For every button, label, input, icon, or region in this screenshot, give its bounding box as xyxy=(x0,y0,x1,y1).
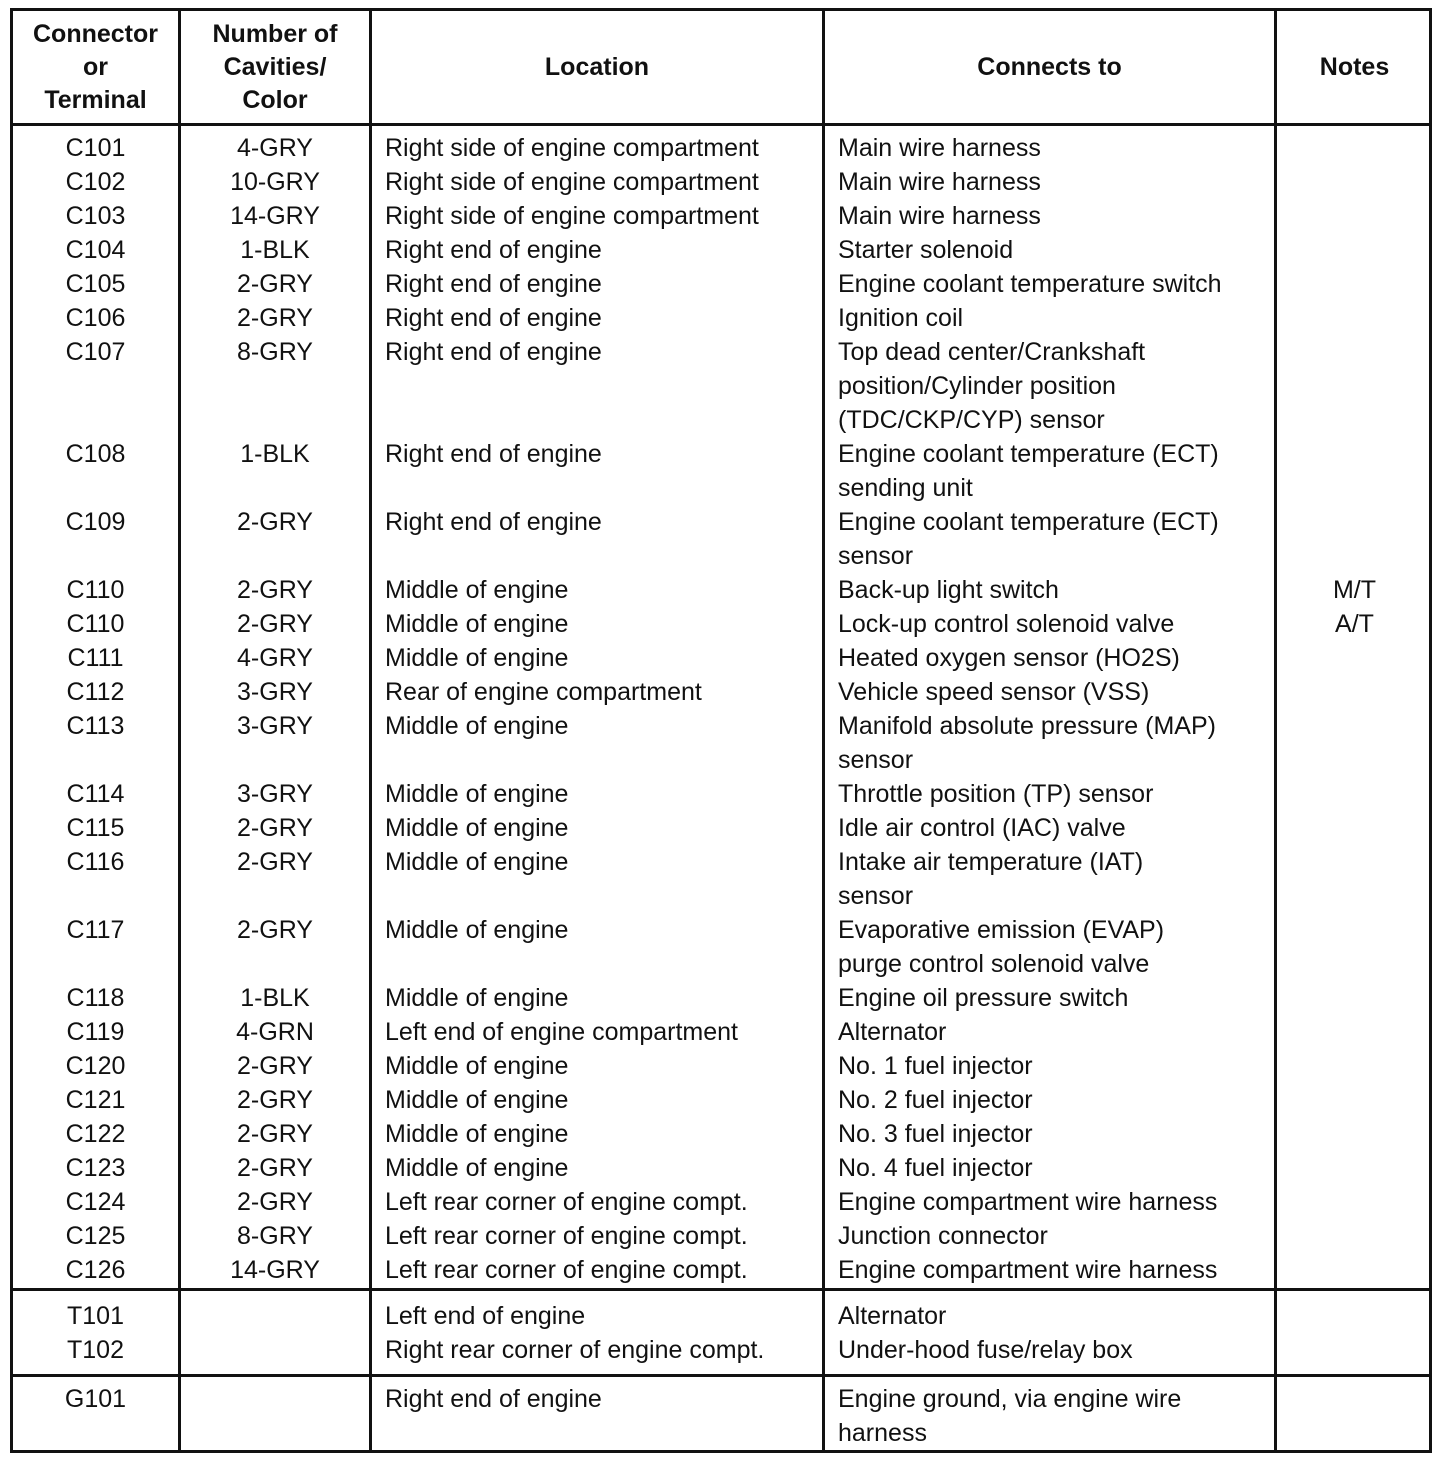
cavities-cell: 2-GRY xyxy=(237,1188,313,1216)
connector-cell: C104 xyxy=(65,236,126,264)
connector-cell: C110 xyxy=(66,610,125,638)
location-cell: Right end of engine xyxy=(385,304,602,332)
cavities-cell: 1-BLK xyxy=(240,236,310,264)
cavities-cell: 2-GRY xyxy=(237,848,313,876)
group-divider xyxy=(13,1374,1429,1377)
connector-cell: C117 xyxy=(66,916,125,944)
location-cell: Right end of engine xyxy=(385,270,602,298)
table-row xyxy=(13,1015,1429,1049)
location-cell: Middle of engine xyxy=(385,610,569,638)
connector-cell: C113 xyxy=(66,712,125,740)
location-cell: Middle of engine xyxy=(385,1052,569,1080)
location-cell: Left rear corner of engine compt. xyxy=(385,1256,748,1284)
connector-cell: C103 xyxy=(65,202,126,230)
location-cell: Middle of engine xyxy=(385,1120,569,1148)
cavities-cell: 4-GRN xyxy=(236,1018,314,1046)
cavities-cell: 10-GRY xyxy=(230,168,320,196)
connects-to-cell: Heated oxygen sensor (HO2S) xyxy=(838,644,1180,672)
cavities-cell: 2-GRY xyxy=(237,508,313,536)
location-cell: Right side of engine compartment xyxy=(385,168,759,196)
connector-cell: C111 xyxy=(67,644,124,672)
cavities-cell: 14-GRY xyxy=(230,202,320,230)
connector-table xyxy=(10,8,1432,1453)
cavities-cell: 3-GRY xyxy=(237,678,313,706)
location-cell: Rear of engine compartment xyxy=(385,678,702,706)
connects-to-cell: Evaporative emission (EVAP) purge control solenoid valve xyxy=(838,916,1165,978)
connects-to-cell: Main wire harness xyxy=(838,134,1041,162)
cavities-cell: 3-GRY xyxy=(237,780,313,808)
cavities-cell: 2-GRY xyxy=(237,1052,313,1080)
location-cell: Middle of engine xyxy=(385,576,569,604)
cavities-cell: 2-GRY xyxy=(237,1120,313,1148)
connects-to-cell: Under-hood fuse/relay box xyxy=(838,1336,1133,1364)
cavities-cell: 2-GRY xyxy=(237,270,313,298)
location-cell: Right end of engine xyxy=(385,508,602,536)
cavities-cell: 2-GRY xyxy=(237,1086,313,1114)
header-location: Location xyxy=(544,52,650,81)
location-cell: Middle of engine xyxy=(385,712,569,740)
cavities-cell: 2-GRY xyxy=(237,1154,313,1182)
connects-to-cell: No. 2 fuel injector xyxy=(838,1086,1033,1114)
table-row xyxy=(13,1219,1429,1253)
table-row xyxy=(13,233,1429,267)
table-row xyxy=(13,1333,1429,1367)
connector-cell: C121 xyxy=(65,1086,126,1114)
connector-cell: C108 xyxy=(65,440,126,468)
table-row xyxy=(13,199,1429,233)
location-cell: Left rear corner of engine compt. xyxy=(385,1188,748,1216)
table-row xyxy=(13,845,1429,913)
table-row xyxy=(13,1299,1429,1333)
location-cell: Left end of engine xyxy=(385,1302,586,1330)
group-divider xyxy=(13,1288,1429,1291)
location-cell: Middle of engine xyxy=(385,916,569,944)
connector-cell: C119 xyxy=(66,1018,125,1046)
connects-to-cell: Throttle position (TP) sensor xyxy=(838,780,1154,808)
connector-cell: C107 xyxy=(65,338,126,366)
connector-cell: C114 xyxy=(66,780,125,808)
table-row xyxy=(13,607,1429,641)
cavities-cell: 3-GRY xyxy=(237,712,313,740)
cavities-cell: 1-BLK xyxy=(240,984,310,1012)
connects-to-cell: No. 4 fuel injector xyxy=(838,1154,1033,1182)
location-cell: Right end of engine xyxy=(385,236,602,264)
connects-to-cell: Engine coolant temperature switch xyxy=(838,270,1222,298)
table-row xyxy=(13,165,1429,199)
connects-to-cell: Top dead center/Crankshaft position/Cylinder position (TDC/CKP/CYP) sensor xyxy=(838,338,1146,434)
connector-cell: C106 xyxy=(65,304,126,332)
table-row xyxy=(13,437,1429,505)
table-row xyxy=(13,641,1429,675)
table-row xyxy=(13,811,1429,845)
cavities-cell: 8-GRY xyxy=(237,1222,313,1250)
table-row xyxy=(13,1083,1429,1117)
table-row xyxy=(13,505,1429,573)
table-row xyxy=(13,1151,1429,1185)
connector-group xyxy=(13,131,1429,1287)
connects-to-cell: Ignition coil xyxy=(838,304,964,332)
cavities-cell: 8-GRY xyxy=(237,338,313,366)
connects-to-cell: Engine oil pressure switch xyxy=(838,984,1129,1012)
connector-cell: C110 xyxy=(66,576,125,604)
cavities-cell: 2-GRY xyxy=(237,814,313,842)
table-row xyxy=(13,675,1429,709)
location-cell: Middle of engine xyxy=(385,814,569,842)
header-cavities: Number of Cavities/ Color xyxy=(212,19,338,114)
location-cell: Left end of engine compartment xyxy=(385,1018,739,1046)
connects-to-cell: Vehicle speed sensor (VSS) xyxy=(838,678,1150,706)
connector-cell: G101 xyxy=(64,1385,127,1413)
location-cell: Middle of engine xyxy=(385,1154,569,1182)
location-cell: Left rear corner of engine compt. xyxy=(385,1222,748,1250)
connects-to-cell: No. 1 fuel injector xyxy=(838,1052,1033,1080)
location-cell: Right end of engine xyxy=(385,1385,602,1413)
table-row xyxy=(13,777,1429,811)
connects-to-cell: Engine ground, via engine wire harness xyxy=(838,1385,1182,1447)
cavities-cell: 1-BLK xyxy=(240,440,310,468)
connects-to-cell: Engine compartment wire harness xyxy=(838,1256,1218,1284)
table-row xyxy=(13,709,1429,777)
header-notes: Notes xyxy=(1319,52,1390,81)
ground-group xyxy=(13,1382,1429,1450)
connects-to-cell: Alternator xyxy=(838,1302,947,1330)
location-cell: Middle of engine xyxy=(385,848,569,876)
location-cell: Middle of engine xyxy=(385,1086,569,1114)
cavities-cell: 14-GRY xyxy=(230,1256,320,1284)
connects-to-cell: Main wire harness xyxy=(838,202,1041,230)
terminal-group xyxy=(13,1299,1429,1367)
connector-cell: C116 xyxy=(66,848,125,876)
connector-cell: C115 xyxy=(66,814,125,842)
connector-cell: C126 xyxy=(65,1256,126,1284)
notes-cell: A/T xyxy=(1335,610,1374,638)
connector-cell: C125 xyxy=(65,1222,126,1250)
connector-cell: C123 xyxy=(65,1154,126,1182)
table-row xyxy=(13,913,1429,981)
header-connector: Connector or Terminal xyxy=(33,19,158,114)
connects-to-cell: Idle air control (IAC) valve xyxy=(838,814,1126,842)
connector-cell: T102 xyxy=(67,1336,124,1364)
table-row xyxy=(13,301,1429,335)
connector-cell: C118 xyxy=(66,984,125,1012)
table-row xyxy=(13,573,1429,607)
connects-to-cell: No. 3 fuel injector xyxy=(838,1120,1033,1148)
location-cell: Middle of engine xyxy=(385,984,569,1012)
cavities-cell: 4-GRY xyxy=(237,644,313,672)
table-row xyxy=(13,1049,1429,1083)
notes-cell: M/T xyxy=(1332,576,1377,604)
location-cell: Right rear corner of engine compt. xyxy=(385,1336,765,1364)
location-cell: Middle of engine xyxy=(385,780,569,808)
connector-cell: C120 xyxy=(65,1052,126,1080)
location-cell: Right end of engine xyxy=(385,440,602,468)
connects-to-cell: Main wire harness xyxy=(838,168,1041,196)
header-connects-to: Connects to xyxy=(977,52,1122,81)
connects-to-cell: Engine coolant temperature (ECT) sensor xyxy=(838,508,1219,570)
table-row xyxy=(13,1117,1429,1151)
connects-to-cell: Junction connector xyxy=(838,1222,1048,1250)
connector-cell: C105 xyxy=(65,270,126,298)
table-row xyxy=(13,1253,1429,1287)
cavities-cell: 2-GRY xyxy=(237,610,313,638)
connector-cell: C122 xyxy=(65,1120,126,1148)
table-row xyxy=(13,1382,1429,1450)
connector-cell: C101 xyxy=(65,134,126,162)
location-cell: Right end of engine xyxy=(385,338,602,366)
connects-to-cell: Engine compartment wire harness xyxy=(838,1188,1218,1216)
location-cell: Right side of engine compartment xyxy=(385,134,759,162)
cavities-cell: 4-GRY xyxy=(237,134,313,162)
header-divider xyxy=(13,123,1429,126)
connects-to-cell: Lock-up control solenoid valve xyxy=(838,610,1175,638)
cavities-cell: 2-GRY xyxy=(237,304,313,332)
cavities-cell: 2-GRY xyxy=(237,916,313,944)
connects-to-cell: Intake air temperature (IAT) sensor xyxy=(838,848,1144,910)
connector-cell: C112 xyxy=(66,678,125,706)
connects-to-cell: Back-up light switch xyxy=(838,576,1059,604)
connects-to-cell: Alternator xyxy=(838,1018,947,1046)
connector-cell: C109 xyxy=(65,508,126,536)
table-row xyxy=(13,335,1429,437)
connector-cell: C102 xyxy=(65,168,126,196)
connects-to-cell: Starter solenoid xyxy=(838,236,1014,264)
connects-to-cell: Engine coolant temperature (ECT) sending unit xyxy=(838,440,1219,502)
table-row xyxy=(13,981,1429,1015)
location-cell: Right side of engine compartment xyxy=(385,202,759,230)
location-cell: Middle of engine xyxy=(385,644,569,672)
cavities-cell: 2-GRY xyxy=(237,576,313,604)
connector-cell: C124 xyxy=(65,1188,126,1216)
table-row xyxy=(13,131,1429,165)
table-row xyxy=(13,267,1429,301)
connector-cell: T101 xyxy=(67,1302,124,1330)
connects-to-cell: Manifold absolute pressure (MAP) sensor xyxy=(838,712,1216,774)
table-row xyxy=(13,1185,1429,1219)
